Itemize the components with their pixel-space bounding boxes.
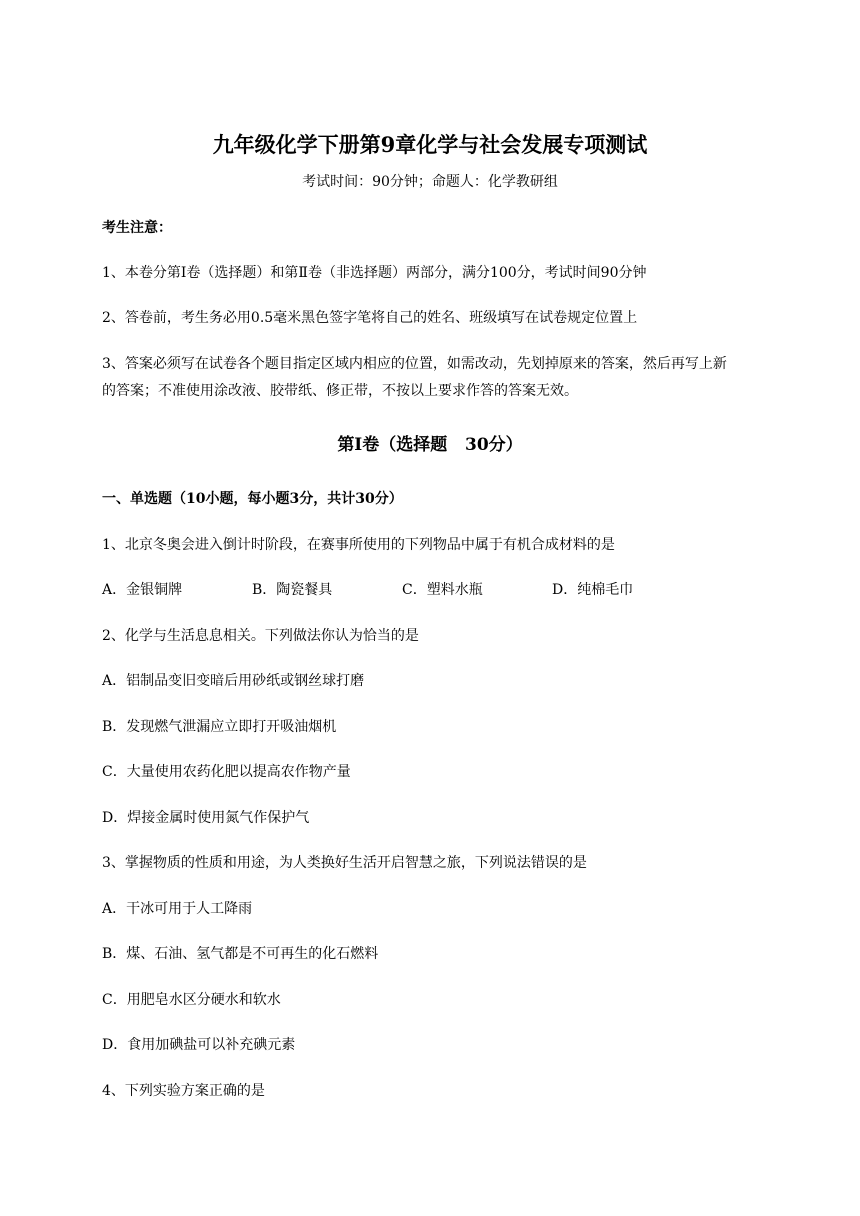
question-3-option-a: A．干冰可用于人工降雨 [102,901,253,917]
question-4-stem: 4、下列实验方案正确的是 [102,1083,265,1099]
question-2-option-d: D．焊接金属时使用氮气作保护气 [102,810,310,826]
notice-item-1: 1、本卷分第Ⅰ卷（选择题）和第Ⅱ卷（非选择题）两部分，满分100分，考试时间90分钟 [102,265,647,281]
question-2-option-a: A．铝制品变旧变暗后用砂纸或钢丝球打磨 [102,673,365,689]
notice-item-3-continued: 的答案；不准使用涂改液、胶带纸、修正带，不按以上要求作答的答案无效。 [102,383,578,399]
exam-info: 考试时间：90分钟；命题人：化学教研组 [302,174,558,190]
question-3-stem: 3、掌握物质的性质和用途，为人类换好生活开启智慧之旅，下列说法错误的是 [102,855,587,871]
question-1-option-c: C．塑料水瓶 [402,582,483,598]
question-1-options [102,580,702,600]
question-3-option-c: C．用肥皂水区分硬水和软水 [102,992,281,1008]
question-2-stem: 2、化学与生活息息相关。下列做法你认为恰当的是 [102,628,419,644]
notice-heading: 考生注意： [102,220,172,236]
notice-item-3: 3、答案必须写在试卷各个题目指定区域内相应的位置，如需改动，先划掉原来的答案，然后再写上新 [102,356,727,372]
section-title: 第I卷（选择题 30分） [337,435,523,455]
question-3-option-b: B．煤、石油、氢气都是不可再生的化石燃料 [102,946,379,962]
question-2-option-c: C．大量使用农药化肥以提高农作物产量 [102,764,351,780]
question-1-stem: 1、北京冬奥会进入倒计时阶段，在赛事所使用的下列物品中属于有机合成材料的是 [102,537,615,553]
question-1-option-b: B．陶瓷餐具 [252,582,333,598]
notice-item-2: 2、答卷前，考生务必用0.5毫米黑色签字笔将自己的姓名、班级填写在试卷规定位置上 [102,310,638,326]
part-heading: 一、单选题（10小题，每小题3分，共计30分） [102,491,403,507]
question-1-option-d: D．纯棉毛巾 [552,582,634,598]
question-3-option-d: D．食用加碘盐可以补充碘元素 [102,1037,296,1053]
question-1-option-a: A．金银铜牌 [102,582,183,598]
page-title: 九年级化学下册第9章化学与社会发展专项测试 [212,132,648,157]
question-2-option-b: B．发现燃气泄漏应立即打开吸油烟机 [102,719,337,735]
